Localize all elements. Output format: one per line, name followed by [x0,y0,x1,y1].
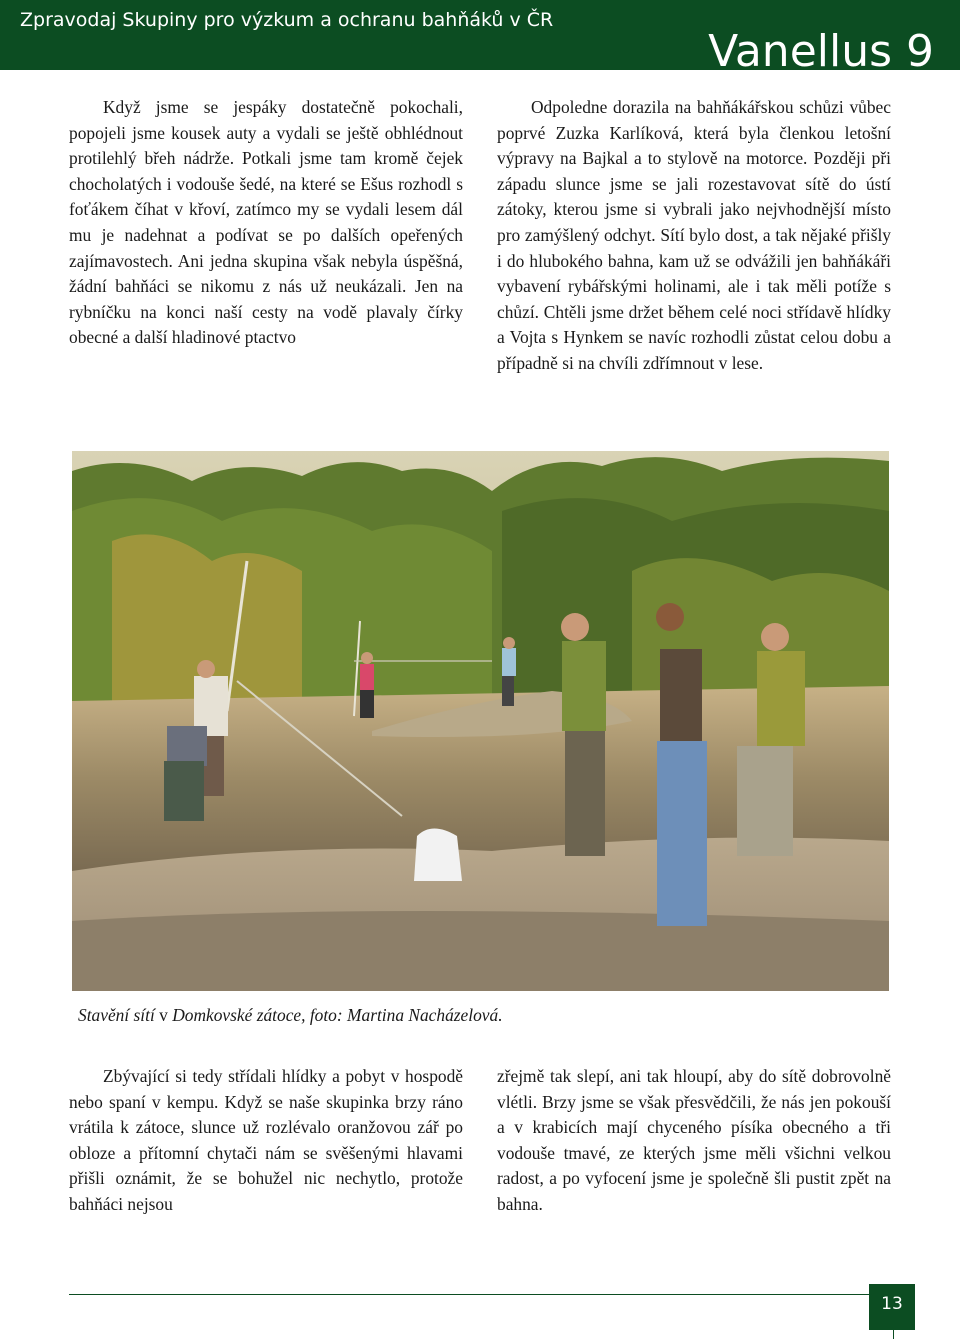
photo-net-setting [72,451,889,991]
paragraph-left-top: Když jsme se jespáky dostatečně pokochali, popojeli jsme kousek auty a vydali se ještě obhlédnout protilehlý břeh nádrže. Potkali jsme tam kromě čejek chocholatých i vodouše šedé, na které se Ešus rozhodl s foťákem číhat v křoví, zatímco my se vydali lesem dál mu je nadehnat a podívat se po dalších opeřených zajímavostech. Ani jedna skupina však nebyla úspěšná, žádní bahňáci se nikomu z nás už neukázali. Jen na rybníčku na konci naší cesty na vodě plavaly čírky obecné a další hladinové ptactvo [69,97,463,348]
page-number: 13 [881,1294,903,1314]
footer-rule [69,1294,869,1295]
caption-part-3: Domkovské zátoce, foto: Martina Nacházelová. [172,1005,503,1025]
column-right-bottom [497,1064,891,1218]
column-left-bottom [69,1064,463,1218]
caption-part-1: Stavění sítí [78,1005,155,1025]
issue-title: Vanellus 9 [708,26,934,77]
page-number-box [869,1284,915,1330]
photo-caption [78,1005,503,1026]
paragraph-left-bottom: Zbývající si tedy střídali hlídky a pobyt v hospodě nebo spaní v kempu. Když se naše skupinka brzy ráno vrátila k zátoce, slunce už rozlévalo oranžovou zář po obloze a přítomní chytači nám se svěšenými hlavami přišli oznámit, že se bohužel nic nechytlo, protože bahňáci nejsou [69,1066,463,1214]
paragraph-right-bottom: zřejmě tak slepí, ani tak hloupí, aby do sítě dobrovolně vlétli. Brzy jsme se však přesvědčili, že nás jen pokouší a v krabicích mají chyceného písíka obecného a tři vodouše tmavé, ze kterých jsme měli všichni velkou radost, a po vyfocení jsme je společně šli pustit zpět na bahna. [497,1066,891,1214]
caption-part-2: v [154,1005,173,1025]
newsletter-title: Zpravodaj Skupiny pro výzkum a ochranu bahňáků v ČR [20,9,554,31]
column-right-top [497,95,891,377]
page-tick [893,1326,894,1339]
paragraph-right-top: Odpoledne dorazila na bahňákářskou schůzi vůbec poprvé Zuzka Karlíková, která byla členkou letošní výpravy na Bajkal a to stylově na motorce. Později při západu slunce jsme se jali rozestavovat sítě do ústí zátoky, kterou jsme si vybrali jako nejvhodnější místo pro zamýšlený odchyt. Sítí bylo dost, a tak nějaké přišly i do hlubokého bahna, kam už se odvážili jen bahňákáři vybavení rybářskými holinami, ale i tak měli potíže s chůzí. Chtěli jsme držet během celé noci střídavě hlídky a Vojta s Hynkem se navíc rozhodli zůstat celou dobu a případně si na chvíli zdřímnout v lese. [497,97,891,373]
column-left-top [69,95,463,351]
